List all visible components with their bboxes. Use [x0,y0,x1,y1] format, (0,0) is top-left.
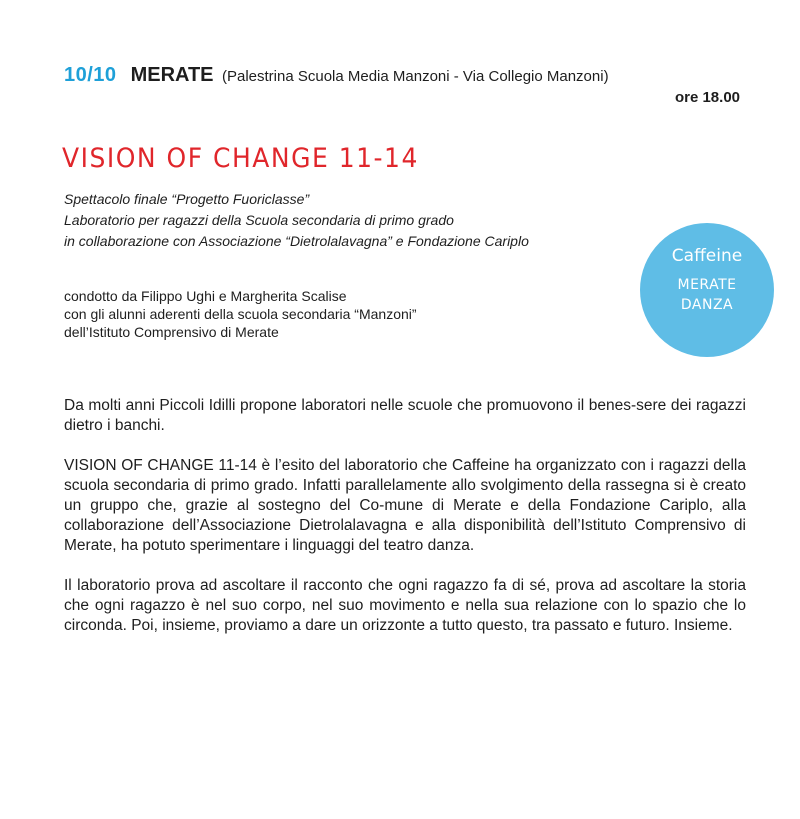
credits-line: dell’Istituto Comprensivo di Merate [64,324,279,340]
description-paragraph: Da molti anni Piccoli Idilli propone laboratori nelle scuole che promuovono il benes-sere dei ragazzi dietro i banchi. [64,397,746,434]
subtitle-line: Spettacolo finale “Progetto Fuoriclasse” [64,191,310,207]
credits-line: condotto da Filippo Ughi e Margherita Scalise [64,288,347,304]
logo-brand: Caffeine [671,246,743,266]
caffeine-merate-danza-logo [640,223,774,357]
credits-line: con gli alunni aderenti della scuola secondaria “Manzoni” [64,306,417,322]
description-paragraph: VISION OF CHANGE 11-14 è l’esito del laboratorio che Caffeine ha organizzato con i ragazzi della scuola secondaria di primo grado. Infatti parallelamente allo svolgimento della rassegna si è creato un gruppo che, grazie al sostegno del Co-mune di Merate e della Fondazione Cariplo, alla collaborazione dell’Associazione Dietrolalavagna e alla disponibilità dell’Istituto Comprensivo di Merate, ha potuto sperimentare i linguaggi del teatro danza. [64,457,746,554]
event-date: 10/10 [64,64,117,86]
event-city: MERATE [130,64,214,86]
subtitle-line: Laboratorio per ragazzi della Scuola secondaria di primo grado [64,212,454,228]
event-venue: (Palestrina Scuola Media Manzoni - Via Collegio Manzoni) [221,68,609,85]
logo-line: DANZA [680,297,734,313]
event-description [64,396,746,656]
event-header [64,64,609,87]
logo-line: MERATE [677,277,737,293]
event-title: VISION OF CHANGE 11-14 [62,143,419,174]
description-paragraph: Il laboratorio prova ad ascoltare il racconto che ogni ragazzo fa di sé, prova ad ascoltare la storia che ogni ragazzo è nel suo corpo, nel suo movimento e nella sua relazione con lo spazio che lo circonda. Poi, insieme, proviamo a dare un orizzonte a tutto questo, tra passato e futuro. Insieme. [64,577,746,634]
event-time: ore 18.00 [674,89,740,106]
event-credits [64,287,417,341]
subtitle-line: in collaborazione con Associazione “Dietrolalavagna” e Fondazione Cariplo [64,233,529,249]
event-subtitle [64,189,529,252]
